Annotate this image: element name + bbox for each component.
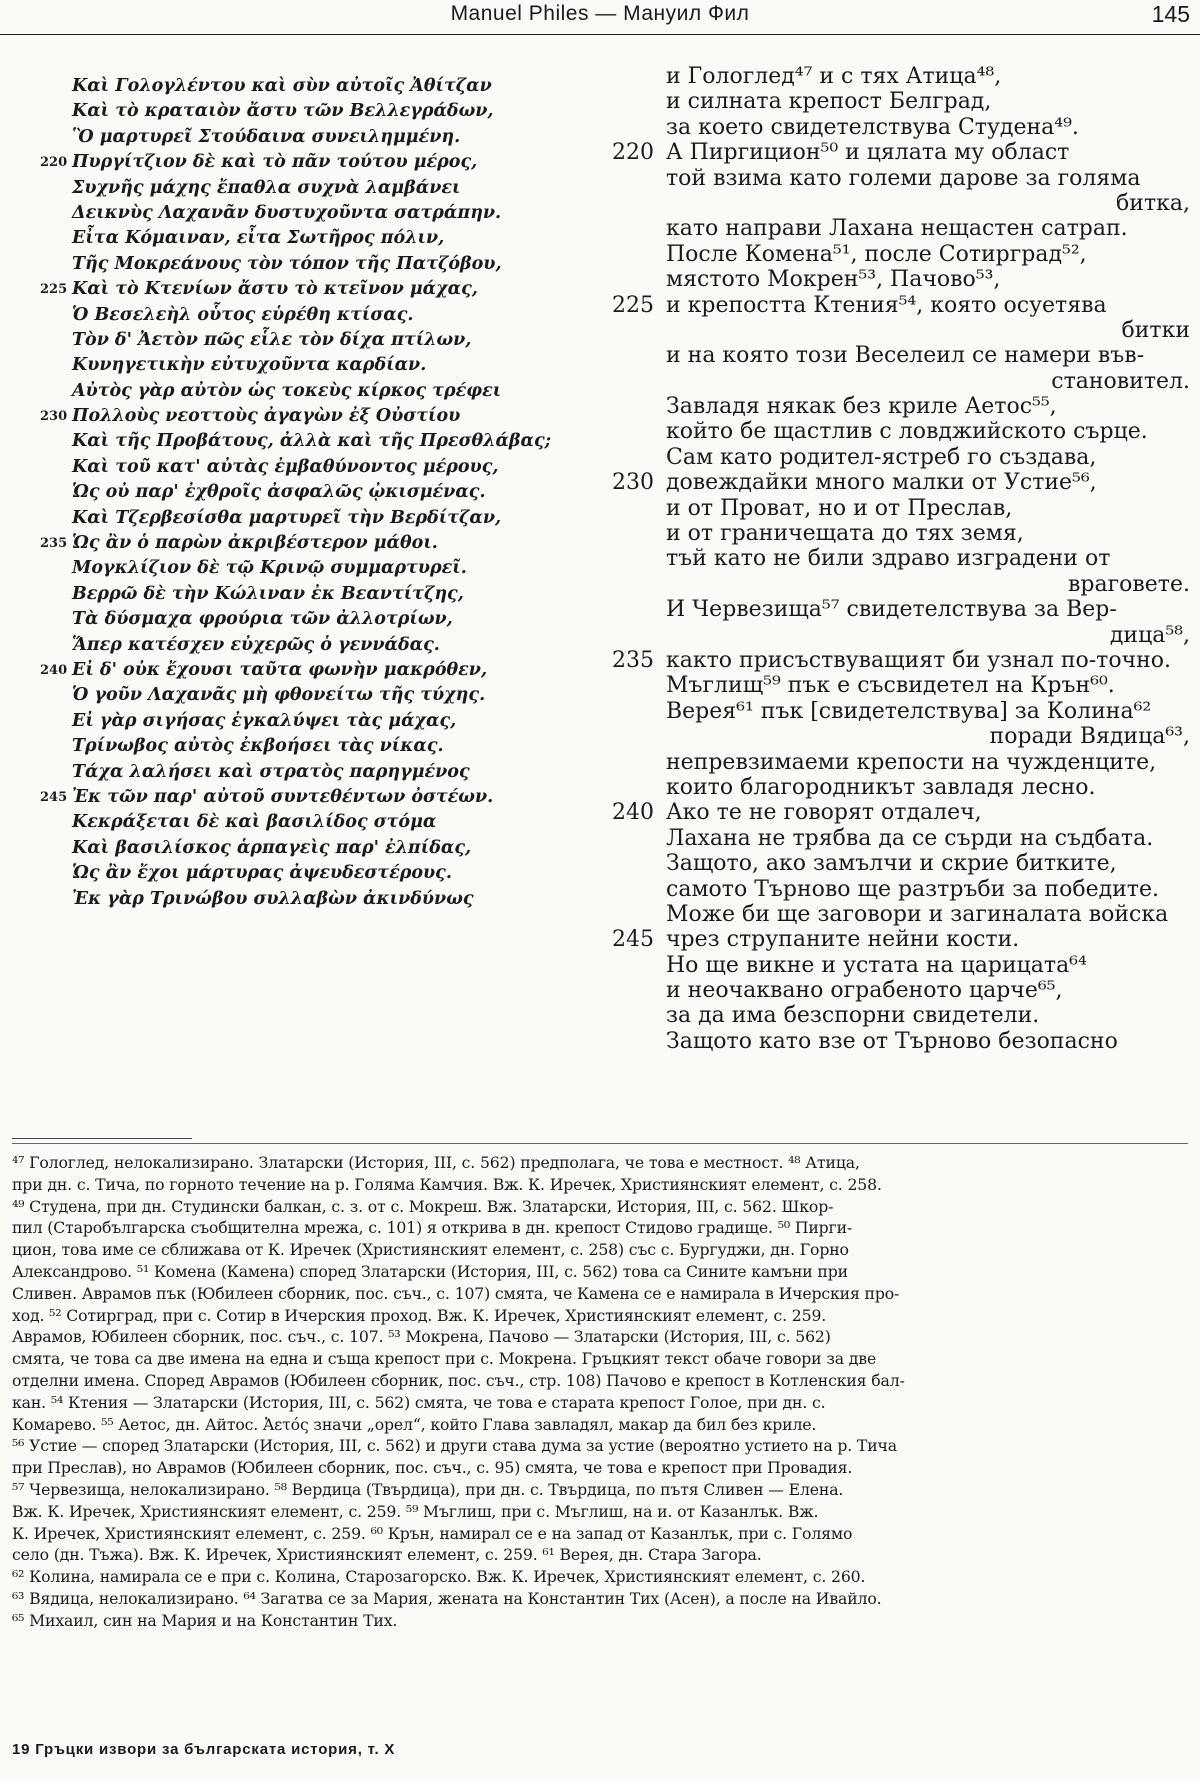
translation-verse-line <box>610 369 1190 394</box>
footnote-line: Комарево. ⁵⁵ Аетос, дн. Айтос. Ἀετός значи „орел“, който Глава завладял, макар да бил без криле. <box>12 1414 817 1434</box>
translation-verse-text: Защото, ако замълчи и скрие битките, <box>666 851 1117 877</box>
translation-verse-text: и Гологлед⁴⁷ и с тях Атица⁴⁸, <box>666 64 1002 89</box>
translation-verse-line <box>610 673 1190 698</box>
translation-verse-line <box>610 750 1190 775</box>
translation-verse-line <box>610 496 1190 521</box>
translation-verse-line <box>610 597 1190 622</box>
translation-verse-text: поради Вядица⁶³, <box>989 724 1190 750</box>
translation-verse-text: тъй като не били здраво изградени от <box>666 546 1111 572</box>
footnote-line: ⁴⁷ Гологлед, нелокализирано. Златарски (История, III, с. 562) предполага, че това е местност. ⁴⁸ Атица, <box>12 1153 860 1172</box>
translation-verse-line <box>610 216 1190 241</box>
translation-verse-text: и на която този Веселеил се намери във- <box>666 343 1145 369</box>
footnote-line: Сливен. Аврамов пък (Юбилеен сборник, пос. съч., с. 107) смята, че Камена се е намирала в Ичерския про- <box>12 1283 900 1303</box>
footnote-line: ⁵⁶ Устие — според Златарски (История, III, с. 562) и други става дума за устие (вероятно устието на р. Тича <box>12 1436 897 1456</box>
translation-verse-line <box>610 445 1190 470</box>
greek-verse-text: Καὶ τῆς Προβάτους, ἀλλὰ καὶ τῆς Πρεσθλάβας; <box>72 431 552 452</box>
translation-verse-text: и неочаквано ограбеното царче⁶⁵, <box>666 978 1063 1004</box>
greek-verse-line <box>40 328 640 353</box>
translation-verse-text: Сам като родител-ястреб го създава, <box>666 444 1097 470</box>
translation-verse-text: той взима като големи дарове за голяма <box>666 165 1141 191</box>
greek-verse-text: Τάχα λαλήσει καὶ στρατὸς παρηγμένος <box>72 761 470 782</box>
greek-verse-line <box>40 633 640 658</box>
translation-verse-text: и от граничещата до тях земя, <box>666 521 1024 547</box>
greek-verse-text: Ὃ μαρτυρεῖ Στούδαινα συνειλημμένη. <box>72 126 461 147</box>
greek-verse-line <box>40 303 640 328</box>
greek-verse-line <box>40 658 640 683</box>
greek-verse-text: Πολλοὺς νεοττοὺς ἀγαγὼν ἐξ Οὐστίου <box>72 406 461 427</box>
translation-verse-line <box>610 521 1190 546</box>
greek-verse-text: Εἰ δ' οὐκ ἔχουσι ταῦτα φωνὴν μακρόθεν, <box>72 659 488 680</box>
translation-verse-line <box>610 623 1190 648</box>
greek-verse-text: Συχνῆς μάχης ἔπαθλα συχνὰ λαμβάνει <box>72 177 461 198</box>
translation-verse-text: мястото Мокрен⁵³, Пачово⁵³, <box>666 267 1001 293</box>
verse-line-number: 235 <box>612 647 654 673</box>
translation-verse-line <box>610 953 1190 978</box>
verse-line-number: 235 <box>40 536 68 552</box>
translation-verse-line <box>610 1003 1190 1028</box>
greek-verse-text: Τὸν δ' Ἀετὸν πῶς εἷλε τὸν δίχα πτίλων, <box>72 329 472 350</box>
translation-verse-text: битка, <box>1116 190 1190 216</box>
greek-text-column <box>40 74 640 912</box>
footnote-line: цион, това име се сближава от К. Иречек (Християнският елемент, с. 258) със с. Бургуджи, дн. Горно <box>12 1240 849 1260</box>
greek-verse-line <box>40 861 640 886</box>
translation-verse-line <box>610 419 1190 444</box>
greek-verse-text: Ὡς ἂν ὁ παρὼν ἀκριβέστερον μάθοι. <box>72 533 438 554</box>
greek-verse-line <box>40 785 640 810</box>
translation-verse-text: Верея⁶¹ пък [свидетелствува] за Колина⁶² <box>666 698 1152 724</box>
greek-verse-line <box>40 150 640 175</box>
translation-verse-line <box>610 851 1190 876</box>
footnote-line: пил (Старобългарска съобщителна мрежа, с. 101) я открива в дн. крепост Стидово градище. ⁵⁰ Пирги- <box>12 1218 853 1238</box>
greek-verse-text: Δεικνὺς Λαχανᾶν δυστυχοῦντα σατράπην. <box>72 202 502 223</box>
greek-verse-text: Καὶ Γολογλέντου καὶ σὺν αὐτοῖς Ἀθίτζαν <box>72 76 492 96</box>
translation-verse-text: довеждайки много малки от Устие⁵⁶, <box>666 470 1097 496</box>
translation-verse-line <box>610 140 1190 165</box>
greek-verse-text: Καὶ Τζερβεσίσθα μαρτυρεῖ τὴν Βερδίτζαν, <box>72 507 502 528</box>
greek-verse-text: Ἅπερ κατέσχεν εὐχερῶς ὁ γεννάδας. <box>72 634 440 655</box>
translation-verse-text: непревзимаеми крепости на чужденците, <box>666 749 1157 775</box>
translation-verse-text: който бе щастлив с ловджийското сърце. <box>666 419 1148 445</box>
greek-verse-line <box>40 353 640 378</box>
translation-verse-line <box>610 293 1190 318</box>
verse-line-number: 245 <box>612 927 654 953</box>
footnote-line: ⁶² Колина, намирала се е при с. Колина, Старозагорско. Вж. К. Иречек, Християнският елемент, с. 260. <box>12 1567 866 1587</box>
translation-verse-line <box>610 267 1190 292</box>
translation-verse-line <box>610 546 1190 571</box>
translation-verse-text: После Комена⁵¹, после Сотирград⁵², <box>666 241 1087 267</box>
translation-verse-line <box>610 978 1190 1003</box>
verse-line-number: 245 <box>40 789 68 805</box>
footnotes-section <box>12 1143 1188 1632</box>
greek-verse-text: Ἐκ γὰρ Τρινώβου συλλαβὼν ἀκινδύνως <box>72 888 474 909</box>
greek-verse-text: Εἰ γὰρ σιγήσας ἐγκαλύψει τὰς μάχας, <box>72 710 457 731</box>
greek-verse-text: Τὰ δύσμαχα φρούρια τῶν ἀλλοτρίων, <box>72 609 453 630</box>
greek-verse-line <box>40 836 640 861</box>
translation-verse-text: Лахана не трябва да се сърди на съдбата. <box>666 825 1154 851</box>
translation-verse-line <box>610 1029 1190 1054</box>
verse-line-number: 220 <box>40 155 68 171</box>
greek-verse-text: Κυνηγετικὴν εὐτυχοῦντα καρδίαν. <box>72 355 427 376</box>
greek-verse-text: Τῆς Μοκρεάνους τὸν τόπον τῆς Πατζόβου, <box>72 253 502 274</box>
footnote-line: ⁶⁵ Михаил, син на Мария и на Константин Тих. <box>12 1610 398 1630</box>
translation-verse-text: Но ще викне и устата на царицата⁶⁴ <box>666 952 1087 978</box>
translation-verse-text: Защото като взе от Търново безопасно <box>666 1028 1118 1054</box>
translation-verse-line <box>610 89 1190 114</box>
greek-verse-text: Μογκλίζιον δὲ τῷ Κρινῷ συμμαρτυρεῖ. <box>72 558 467 579</box>
greek-verse-line <box>40 455 640 480</box>
translation-verse-line <box>610 648 1190 673</box>
greek-verse-text: Ὡς οὐ παρ' ἐχθροῖς ἀσφαλῶς ᾠκισμένας. <box>72 482 486 503</box>
greek-verse-text: Ὡς ἂν ἔχοι μάρτυρας ἀψευδεστέρους. <box>72 863 452 884</box>
translation-verse-text: и от Проват, но и от Преслав, <box>666 495 1013 521</box>
translation-verse-text: становител. <box>1051 368 1190 394</box>
greek-verse-line <box>40 760 640 785</box>
greek-verse-line <box>40 252 640 277</box>
translation-verse-line <box>610 826 1190 851</box>
translation-verse-text: Завладя някак без криле Аетос⁵⁵, <box>666 394 1057 420</box>
translation-verse-text: дица⁵⁸, <box>1109 622 1190 648</box>
translation-verse-line <box>610 318 1190 343</box>
translation-verse-text: Може би ще заговори и загиналата войска <box>666 901 1169 927</box>
footnote-rule <box>12 1138 192 1139</box>
footnote-line: ⁶³ Вядица, нелокализирано. ⁶⁴ Загатва се за Мария, жената на Константин Тих (Асен), а после на Ивайло. <box>12 1588 882 1608</box>
greek-verse-text: Καὶ βασιλίσκος ἁρπαγεὶς παρ' ἐλπίδας, <box>72 837 472 858</box>
footnote-line: Александрово. ⁵¹ Комена (Камена) според Златарски (История, III, с. 562) това са Сините камъни при <box>12 1261 848 1281</box>
greek-verse-text: Εἶτα Κόμαιναν, εἶτα Σωτῆρος πόλιν, <box>72 228 445 249</box>
verse-line-number: 230 <box>40 409 68 425</box>
running-title: Manuel Philes — Мануил Фил <box>450 2 750 25</box>
footnote-line: Аврамов, Юбилеен сборник, пос. съч., с. 107. ⁵³ Мокрена, Пачово — Златарски (История, III, с. 562) <box>12 1327 831 1347</box>
footnote-line: Вж. К. Иречек, Християнският елемент, с. 259. ⁵⁹ Мъглиш, при с. Мъглиш, на и. от Казанлък. Вж. <box>12 1501 819 1521</box>
translation-verse-text: за да има безспорни свидетели. <box>666 1003 1040 1029</box>
greek-verse-line <box>40 506 640 531</box>
greek-verse-line <box>40 277 640 302</box>
greek-verse-line <box>40 201 640 226</box>
footnote-line: ⁴⁹ Студена, при дн. Студински балкан, с. з. от с. Мокреш. Вж. Златарски, История, III, с. 562. Шкор- <box>12 1196 834 1216</box>
translation-verse-text: за което свидетелствува Студена⁴⁹. <box>666 114 1079 140</box>
translation-verse-text: И Червезища⁵⁷ свидетелствува за Вер- <box>666 597 1117 623</box>
footnote-line: ⁵⁷ Червезища, нелокализирано. ⁵⁸ Вердица (Твърдица), при дн. с. Твърдица, по пътя Сливен — Елена. <box>12 1479 844 1499</box>
greek-verse-line <box>40 226 640 251</box>
translation-verse-line <box>610 166 1190 191</box>
verse-line-number: 225 <box>612 292 654 318</box>
bulgarian-translation-column <box>610 64 1190 1054</box>
translation-verse-line <box>610 470 1190 495</box>
footnote-line: смята, че това са две имена на една и съща крепост при с. Мокрена. Гръцкият текст обаче говори за две <box>12 1349 877 1369</box>
greek-verse-line <box>40 531 640 556</box>
greek-verse-text: Καὶ τοῦ κατ' αὐτὰς ἐμβαθύνοντος μέρους, <box>72 456 499 477</box>
greek-verse-text: Τρίνωβος αὐτὸς ἐκβοήσει τὰς νίκας. <box>72 736 444 757</box>
verse-line-number: 220 <box>612 140 654 166</box>
translation-verse-line <box>610 242 1190 267</box>
greek-verse-line <box>40 176 640 201</box>
greek-verse-line <box>40 556 640 581</box>
greek-verse-line <box>40 810 640 835</box>
translation-verse-line <box>610 64 1190 89</box>
greek-verse-text: Ὁ γοῦν Λαχανᾶς μὴ φθονείτω τῆς τύχης. <box>72 685 486 706</box>
translation-verse-line <box>610 343 1190 368</box>
translation-verse-line <box>610 775 1190 800</box>
greek-verse-line <box>40 582 640 607</box>
verse-line-number: 230 <box>612 470 654 496</box>
greek-verse-line <box>40 607 640 632</box>
verse-line-number: 225 <box>40 282 68 298</box>
translation-verse-text: чрез струпаните нейни кости. <box>666 927 1020 953</box>
translation-verse-line <box>610 927 1190 952</box>
translation-verse-line <box>610 115 1190 140</box>
footnote-line: отделни имена. Според Аврамов (Юбилеен сборник, пос. съч., стр. 108) Пачово е крепост в Котленския бал- <box>12 1370 905 1390</box>
footnote-line: К. Иречек, Християнският елемент, с. 259. ⁶⁰ Крън, намирал се е на запад от Казанлък, при с. Голямо <box>12 1523 853 1543</box>
printer-signature: 19 Гръцки извори за българската история, т. X <box>12 1741 396 1758</box>
greek-verse-line <box>40 99 640 124</box>
translation-verse-line <box>610 572 1190 597</box>
translation-verse-line <box>610 394 1190 419</box>
greek-verse-text: Κεκράξεται δὲ καὶ βασιλίδος στόμα <box>72 812 437 833</box>
translation-verse-text: Ако те не говорят отдалеч, <box>666 800 982 826</box>
page-header <box>0 0 1200 35</box>
translation-verse-line <box>610 191 1190 216</box>
greek-verse-line <box>40 74 640 99</box>
greek-verse-line <box>40 480 640 505</box>
translation-verse-text: враговете. <box>1068 571 1190 597</box>
translation-verse-line <box>610 699 1190 724</box>
greek-verse-line <box>40 404 640 429</box>
page-number: 145 <box>1151 1 1190 27</box>
translation-verse-line <box>610 800 1190 825</box>
translation-verse-line <box>610 877 1190 902</box>
verse-line-number: 240 <box>40 662 68 678</box>
greek-verse-text: Ἐκ τῶν παρ' αὐτοῦ συντεθέντων ὀστέων. <box>72 786 494 807</box>
footnote-line: кан. ⁵⁴ Ктения — Златарски (История, III, с. 562) смята, че това е старата крепост Голое, при дн. с. <box>12 1392 826 1412</box>
translation-verse-text: А Пиргицион⁵⁰ и цялата му област <box>666 140 1070 166</box>
footnote-line: при Преслав), но Аврамов (Юбилеен сборник, пос. съч., с. 95) смята, че това е крепост при Провадия. <box>12 1458 853 1478</box>
greek-verse-text: Καὶ τὸ Κτενίων ἄστυ τὸ κτεῖνον μάχας, <box>72 279 478 300</box>
footnote-line: село (дн. Тъжа). Вж. К. Иречек, Християнският елемент, с. 259. ⁶¹ Верея, дн. Стара Загора. <box>12 1545 762 1565</box>
greek-verse-line <box>40 887 640 912</box>
greek-verse-line <box>40 125 640 150</box>
translation-verse-line <box>610 724 1190 749</box>
greek-verse-text: Βερρῶ δὲ τὴν Κώλιναν ἐκ Βεαντίτζης, <box>72 583 464 604</box>
greek-verse-text: Ὁ Βεσελεὴλ οὗτος εὑρέθη κτίσας. <box>72 304 414 325</box>
translation-verse-text: които благородникът завладя лесно. <box>666 774 1096 800</box>
verse-line-number: 240 <box>612 800 654 826</box>
greek-verse-text: Πυργίτζιον δὲ καὶ τὸ πᾶν τούτου μέρος, <box>72 152 478 173</box>
translation-verse-text: битки <box>1121 317 1190 343</box>
greek-verse-text: Αὐτὸς γὰρ αὐτὸν ὡς τοκεὺς κίρκος τρέφει <box>72 380 502 401</box>
greek-verse-text: Καὶ τὸ κραταιὸν ἄστυ τῶν Βελλεγράδων, <box>72 101 494 122</box>
greek-verse-line <box>40 709 640 734</box>
footnote-line: при дн. с. Тича, по горното течение на р. Голяма Камчия. Вж. К. Иречек, Християнският елемент, с. 258. <box>12 1174 882 1194</box>
footnote-line: ход. ⁵² Сотирград, при с. Сотир в Ичерския проход. Вж. К. Иречек, Християнският елемент, с. 259. <box>12 1305 827 1325</box>
translation-verse-line <box>610 902 1190 927</box>
translation-verse-text: Мъглищ⁵⁹ пък е съсвидетел на Крън⁶⁰. <box>666 673 1115 699</box>
translation-verse-text: и крепостта Ктения⁵⁴, която осуетява <box>666 292 1107 318</box>
greek-verse-line <box>40 683 640 708</box>
greek-verse-line <box>40 379 640 404</box>
translation-verse-text: както присъствуващият би узнал по-точно. <box>666 647 1172 673</box>
translation-verse-text: и силната крепост Белград, <box>666 89 992 115</box>
greek-verse-line <box>40 429 640 454</box>
greek-verse-line <box>40 734 640 759</box>
translation-verse-text: самото Търново ще разтръби за победите. <box>666 876 1159 902</box>
translation-verse-text: като направи Лахана нещастен сатрап. <box>666 216 1128 242</box>
